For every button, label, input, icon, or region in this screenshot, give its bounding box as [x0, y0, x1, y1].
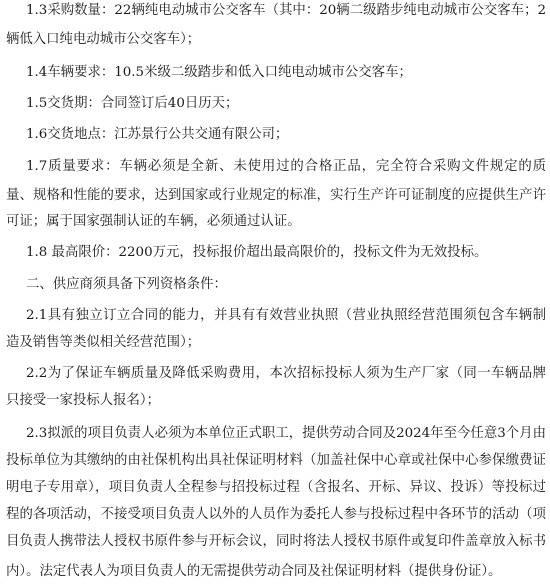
- paragraph-2-1-line-1: 2.1具有独立订立合同的能力，并具有有效营业执照（营业执照经营范围须包含车辆制: [26, 308, 546, 323]
- paragraph-2-3-line-6: 内）。法定代表人为项目负责人的无需提供劳动合同及社保证明材料（提供身份证）。: [6, 564, 502, 579]
- paragraph-2-3-line-5: 目负责人携带法人授权书原件参与开标会议，同时将法人授权书原件或复印件盖章放入标书: [6, 534, 546, 549]
- paragraph-2-2-line-1: 2.2为了保证车辆质量及降低采购费用，本次招标投标人须为生产厂家（同一车辆品牌: [26, 366, 546, 381]
- paragraph-2-2-line-2: 只接受一家投标人报名）；: [6, 393, 160, 408]
- paragraph-2-3-line-4: 程的各项活动，不接受项目负责人以外的人员作为委托人参与投标过程中各环节的活动（项: [6, 507, 546, 522]
- paragraph-1-6: 1.6交货地点：江苏景行公共交通有限公司；: [26, 127, 289, 142]
- paragraph-1-4: 1.4车辆要求：10.5米级二级踏步和低入口纯电动城市公交客车；: [26, 65, 412, 80]
- paragraph-1-5: 1.5交货期：合同签订后40日历天；: [26, 96, 239, 111]
- paragraph-2-3-line-3: 明电子专用章），项目负责人全程参与招投标过程（含报名、开标、异议、投诉）等投标过: [6, 480, 546, 495]
- paragraph-2-3-line-2: 投标单位为其缴纳的由社保机构出具社保证明材料（加盖社保中心章或社保中心参保缴费证: [6, 453, 546, 468]
- paragraph-2-3-line-1: 2.3拟派的项目负责人必须为本单位正式职工，提供劳动合同及2024年至今任意3个月由: [26, 426, 546, 441]
- paragraph-1-3-line-1: 1.3采购数量：22辆纯电动城市公交客车（其中：20辆二级踏步纯电动城市公交客车；2: [26, 3, 546, 18]
- paragraph-1-7-line-1: 1.7质量要求：车辆必须是全新、未使用过的合格正品，完全符合采购文件规定的质: [26, 159, 546, 174]
- paragraph-1-8: 1.8 最高限价：2200万元，投标报价超出最高限价的，投标文件为无效投标。: [26, 245, 488, 260]
- paragraph-1-7-line-2: 量、规格和性能的要求，达到国家或行业规定的标准，实行生产许可证制度的应提供生产许: [6, 188, 546, 203]
- paragraph-1-7-line-3: 可证；属于国家强制认证的车辆，必须通过认证。: [6, 214, 301, 229]
- section-2-heading: 二、供应商须具备下列资格条件：: [26, 277, 227, 292]
- paragraph-2-1-line-2: 造及销售等类似相关经营范围）；: [6, 335, 201, 350]
- paragraph-1-3-line-2: 辆低入口纯电动城市公交客车）；: [6, 32, 201, 47]
